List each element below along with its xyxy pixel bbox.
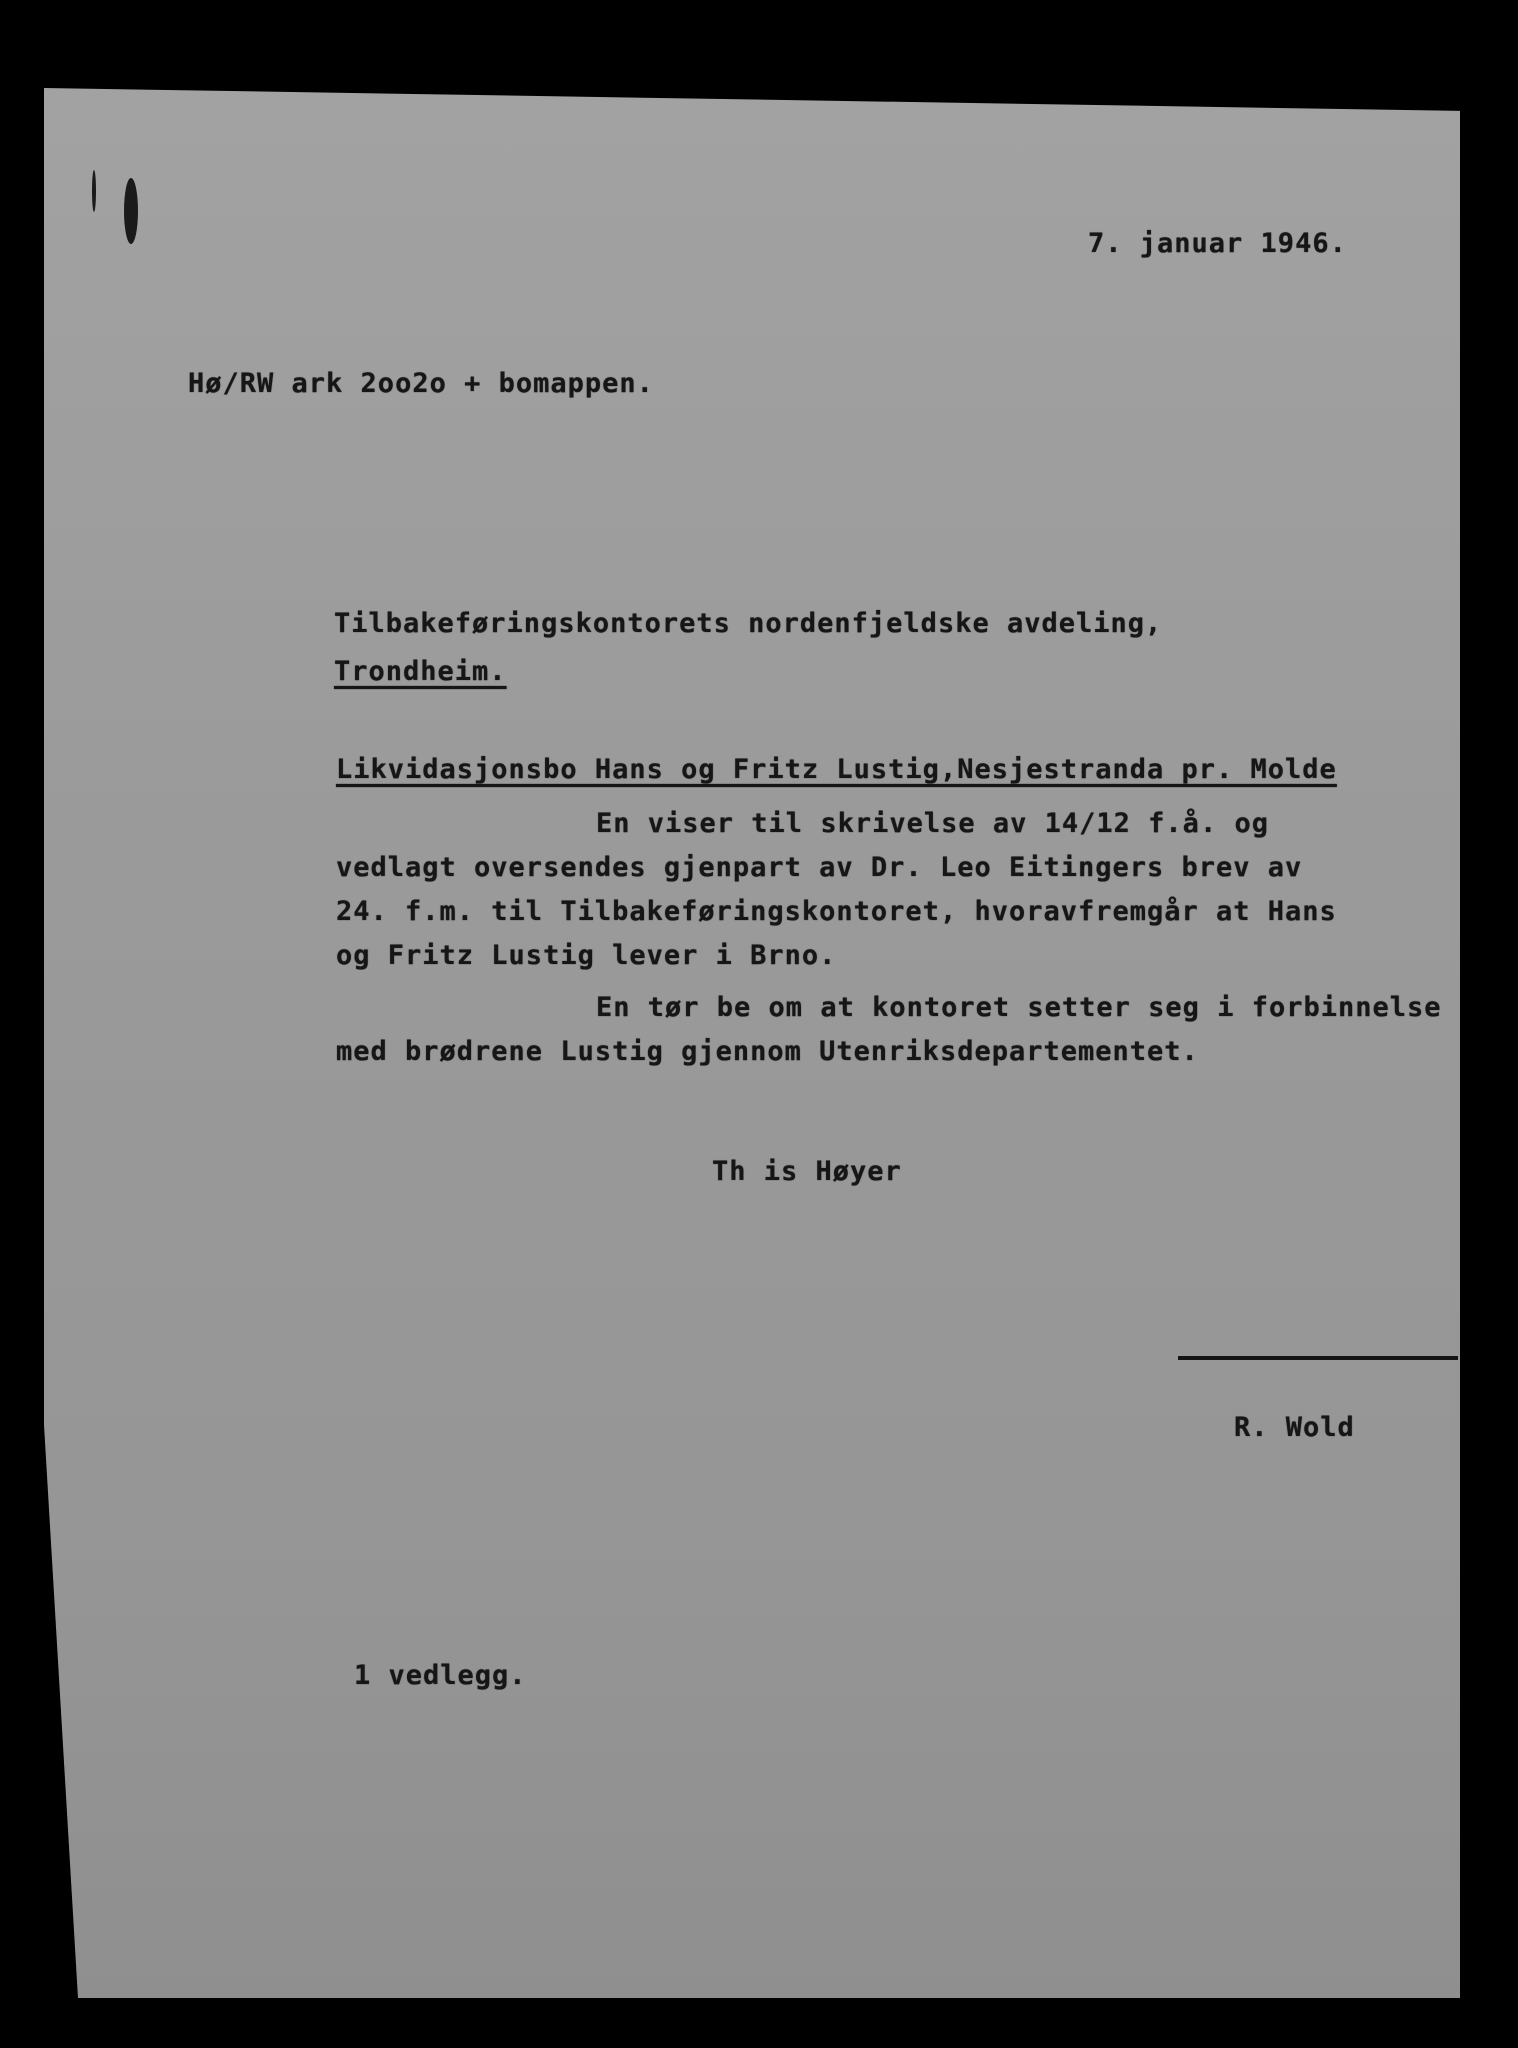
reference-line: Hø/RW ark 2oo2o + bomappen.	[188, 368, 654, 399]
ink-smudge	[124, 178, 138, 244]
signature-rule	[1178, 1356, 1458, 1360]
recipient-line-1: Tilbakeføringskontorets nordenfjeldske avdeling,	[334, 608, 1163, 639]
recipient-line-2: Trondheim.	[334, 656, 507, 687]
subject-line: Likvidasjonsbo Hans og Fritz Lustig,Nesjestranda pr. Molde	[336, 754, 1337, 785]
body-line-6: med brødrene Lustig gjennom Utenriksdepartementet.	[336, 1036, 1199, 1067]
body-line-5: En tør be om at kontoret setter seg i forbinnelse	[596, 992, 1442, 1023]
body-line-1: En viser til skrivelse av 14/12 f.å. og	[596, 808, 1269, 839]
second-signatory-name: R. Wold	[1234, 1412, 1355, 1443]
ink-mark	[92, 170, 96, 212]
enclosure-note: 1 vedlegg.	[354, 1660, 527, 1691]
body-line-3: 24. f.m. til Tilbakeføringskontoret, hvoravfremgår at Hans	[336, 896, 1337, 927]
body-line-4: og Fritz Lustig lever i Brno.	[336, 940, 837, 971]
signatory-name: Th is Høyer	[712, 1156, 902, 1187]
body-line-2: vedlagt oversendes gjenpart av Dr. Leo Eitingers brev av	[336, 852, 1303, 883]
letter-date: 7. januar 1946.	[1088, 228, 1347, 259]
